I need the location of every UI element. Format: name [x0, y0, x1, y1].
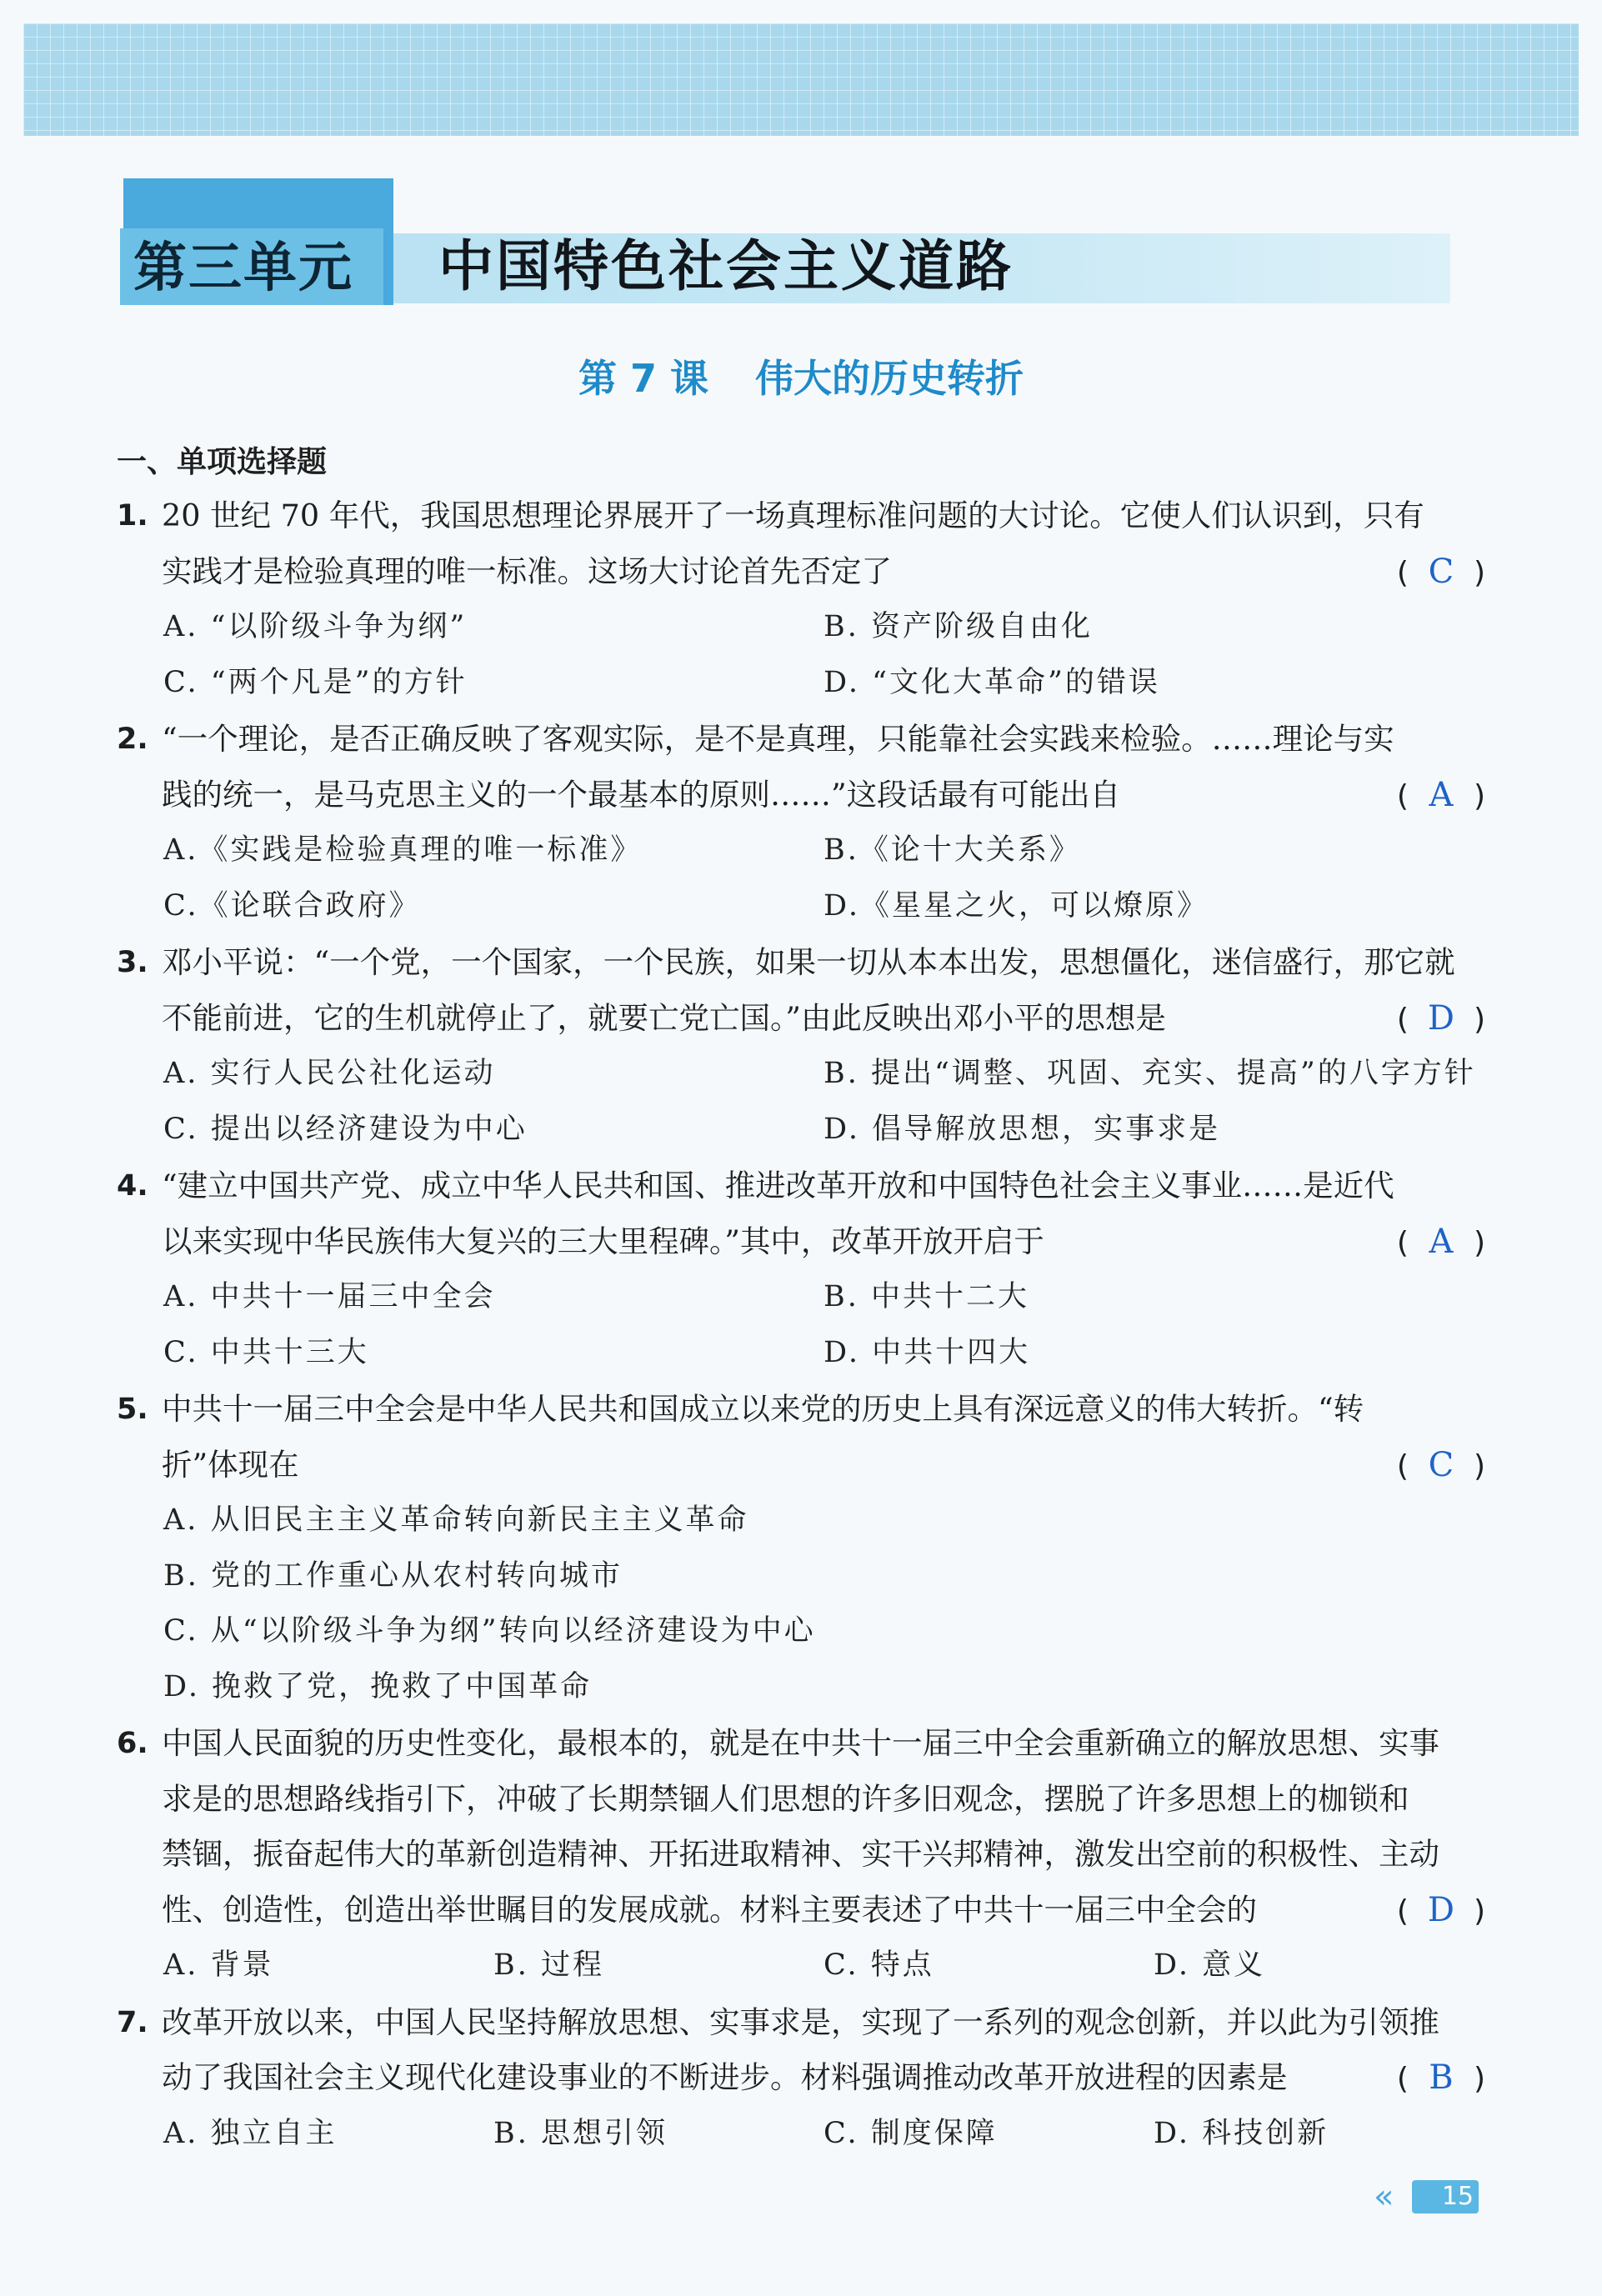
- option-d: D. 挽救了党，挽救了中国革命: [163, 1669, 593, 1703]
- lesson-number: 第 7 课: [578, 356, 709, 401]
- question-text: “一个理论，是否正确反映了客观实际，是不是真理，只能靠社会实践来检验。……理论与实: [162, 721, 1394, 757]
- option-a: A. 背景: [163, 1948, 274, 1982]
- question-stem-line: [117, 1214, 1484, 1270]
- answer-letter: D: [1427, 998, 1454, 1038]
- option-d: D. 科技创新: [1154, 2116, 1329, 2150]
- answer-bracket: ( C ): [1397, 1438, 1485, 1495]
- option-a: A. “以阶级斗争为纲”: [163, 610, 468, 643]
- question-number: 2.: [117, 723, 148, 756]
- answer-bracket: ( D ): [1397, 991, 1485, 1048]
- option-b: B. 党的工作重心从农村转向城市: [163, 1558, 623, 1593]
- question-stem-line: [117, 991, 1484, 1047]
- option-a: A. 实行人民公社化运动: [163, 1057, 496, 1090]
- question-stem-line: [117, 1827, 1484, 1883]
- question-stem-line: [117, 1995, 1484, 2051]
- option-d: D. 中共十四大: [824, 1335, 1031, 1369]
- question-stem-line: [117, 1382, 1484, 1438]
- question-stem-line: [117, 488, 1484, 544]
- option-b: B. 过程: [493, 1948, 604, 1982]
- question-stem-line: [117, 544, 1484, 600]
- unit-title: 中国特色社会主义道路: [438, 234, 1014, 298]
- lesson-title: [0, 352, 1602, 405]
- question-text: 实践才是检验真理的唯一标准。这场大讨论首先否定了: [162, 553, 892, 589]
- option-c: C. 制度保障: [824, 2116, 998, 2150]
- option-d: D. “文化大革命”的错误: [824, 665, 1160, 699]
- question-7: [117, 1995, 1484, 2162]
- question-number: 5.: [117, 1393, 148, 1426]
- question-stem-line: [117, 1883, 1484, 1938]
- question-stem-line: [117, 768, 1484, 823]
- answer-letter: A: [1429, 775, 1454, 814]
- page-number: 15: [1412, 2180, 1479, 2213]
- question-text: 改革开放以来，中国人民坚持解放思想、实事求是，实现了一系列的观念创新，并以此为引领推: [162, 2003, 1439, 2040]
- option-d: D.《星星之火，可以燎原》: [824, 888, 1209, 923]
- answer-letter: D: [1427, 1890, 1454, 1929]
- question-stem-line: [117, 712, 1484, 768]
- option-b: B. 中共十二大: [824, 1280, 1029, 1313]
- answer-bracket: ( B ): [1397, 2050, 1485, 2108]
- question-text: 折”体现在: [162, 1446, 299, 1483]
- question-stem-line: [117, 1772, 1484, 1828]
- unit-label: 第三单元: [133, 238, 353, 299]
- question-2: [117, 712, 1484, 933]
- option-c: C. 中共十三大: [163, 1335, 369, 1369]
- question-stem-line: [117, 1716, 1484, 1772]
- option-a: A. 中共十一届三中全会: [163, 1280, 496, 1313]
- answer-bracket: ( D ): [1397, 1883, 1485, 1940]
- question-number: 1.: [117, 499, 148, 533]
- lesson-name: 伟大的历史转折: [755, 356, 1024, 401]
- question-text: 性、创造性，创造出举世瞩目的发展成就。材料主要表述了中共十一届三中全会的: [162, 1891, 1257, 1928]
- question-text: 求是的思想路线指引下，冲破了长期禁锢人们思想的许多旧观念，摆脱了许多思想上的枷锁和: [162, 1780, 1409, 1817]
- question-stem-line: [117, 1438, 1484, 1493]
- question-4: [117, 1158, 1484, 1380]
- question-stem-line: [117, 2050, 1484, 2106]
- question-number: 3.: [117, 946, 148, 979]
- answer-letter: B: [1429, 2058, 1454, 2097]
- answer-bracket: ( A ): [1397, 768, 1485, 825]
- question-text: 邓小平说：“一个党，一个国家，一个民族，如果一切从本本出发，思想僵化，迷信盛行，那它就: [162, 944, 1455, 980]
- page-arrows-icon: «: [1374, 2178, 1394, 2216]
- question-3: [117, 935, 1484, 1157]
- top-decorative-band: [23, 23, 1579, 136]
- option-a: A. 从旧民主主义革命转向新民主主义革命: [163, 1503, 749, 1537]
- question-text: 禁锢，振奋起伟大的革新创造精神、开拓进取精神、实干兴邦精神，激发出空前的积极性、主动: [162, 1836, 1439, 1872]
- option-d: D. 倡导解放思想，实事求是: [824, 1112, 1221, 1146]
- option-a: A. 独立自主: [163, 2116, 338, 2150]
- question-number: 4.: [117, 1169, 148, 1203]
- question-text: 不能前进，它的生机就停止了，就要亡党亡国。”由此反映出邓小平的思想是: [162, 999, 1166, 1036]
- option-b: B. 提出“调整、巩固、充实、提高”的八字方针: [824, 1057, 1476, 1090]
- answer-letter: C: [1428, 1445, 1454, 1484]
- option-b: B. 资产阶级自由化: [824, 610, 1093, 643]
- question-number: 6.: [117, 1727, 148, 1760]
- question-text: 20 世纪 70 年代，我国思想理论界展开了一场真理标准问题的大讨论。它使人们认识到，只有: [162, 498, 1424, 533]
- question-6: [117, 1716, 1484, 1993]
- option-b: B.《论十大关系》: [824, 833, 1081, 867]
- question-5: [117, 1382, 1484, 1714]
- question-text: 中国人民面貌的历史性变化，最根本的，就是在中共十一届三中全会重新确立的解放思想、实事: [162, 1725, 1439, 1761]
- question-text: “建立中国共产党、成立中华人民共和国、推进改革开放和中国特色社会主义事业……是近代: [162, 1168, 1394, 1203]
- question-text: 践的统一，是马克思主义的一个最基本的原则……”这段话最有可能出自: [162, 776, 1121, 813]
- option-c: C. “两个凡是”的方针: [163, 665, 468, 699]
- section-heading: 一、单项选择题: [117, 445, 328, 479]
- answer-bracket: ( C ): [1397, 544, 1485, 602]
- question-1: [117, 488, 1484, 710]
- question-stem-line: [117, 1158, 1484, 1214]
- option-c: C.《论联合政府》: [163, 888, 421, 923]
- question-text: 中共十一届三中全会是中华人民共和国成立以来党的历史上具有深远意义的伟大转折。“转: [162, 1391, 1364, 1427]
- question-stem-line: [117, 935, 1484, 991]
- option-c: C. 特点: [824, 1948, 934, 1982]
- question-list: [117, 488, 1484, 2163]
- question-text: 以来实现中华民族伟大复兴的三大里程碑。”其中，改革开放开启于: [162, 1223, 1044, 1259]
- answer-letter: C: [1428, 552, 1454, 591]
- option-a: A.《实践是检验真理的唯一标准》: [163, 833, 643, 867]
- answer-bracket: ( A ): [1397, 1214, 1485, 1272]
- option-c: C. 从“以阶级斗争为纲”转向以经济建设为中心: [163, 1614, 816, 1648]
- question-text: 动了我国社会主义现代化建设事业的不断进步。材料强调推动改革开放进程的因素是: [162, 2059, 1288, 2095]
- option-b: B. 思想引领: [493, 2116, 668, 2150]
- option-c: C. 提出以经济建设为中心: [163, 1112, 528, 1146]
- answer-letter: A: [1429, 1222, 1454, 1261]
- option-d: D. 意义: [1154, 1948, 1266, 1982]
- question-number: 7.: [117, 2005, 148, 2039]
